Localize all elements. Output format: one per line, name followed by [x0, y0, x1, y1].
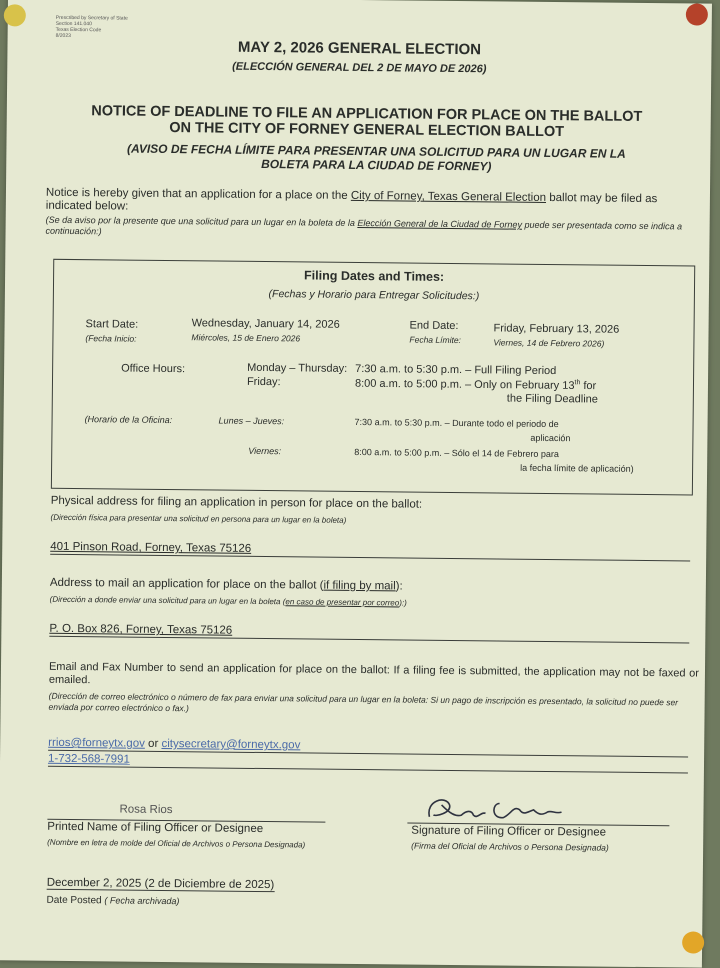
mail-address-text: P. O. Box 826, Forney, Texas 75126 [49, 622, 233, 637]
office-hours-2b: the Filing Deadline [506, 392, 599, 406]
email-or: or [144, 737, 162, 750]
mail-label-es-u: en caso de presentar por correo [285, 597, 400, 608]
email-link-1[interactable]: rrios@forneytx.gov [48, 736, 145, 750]
notice-election-name-es: Elección General de la Ciudad de Forney [357, 217, 523, 230]
filing-dates-title: Filing Dates and Times: [303, 268, 445, 284]
printed-name-label: Printed Name of Filing Officer or Designee [47, 820, 264, 836]
office-hours-label: Office Hours: [121, 362, 186, 376]
date-posted-label-text: Date Posted [46, 894, 102, 907]
end-date-value: Friday, February 13, 2026 [493, 322, 620, 336]
notice-heading-line: ON THE CITY OF FORNEY GENERAL ELECTION BALLOT [169, 120, 565, 141]
signature-label-es: (Firma del Oficial de Archivos o Persona Designada) [411, 840, 609, 853]
end-date-value-es: Viernes, 14 de Febrero 2026) [493, 337, 605, 349]
printed-name-label-es: (Nombre en letra de molde del Oficial de Archivos o Persona Designada) [47, 837, 306, 850]
date-posted-label [46, 895, 179, 907]
notice-heading-line: NOTICE OF DEADLINE TO FILE AN APPLICATION FOR PLACE ON THE BALLOT [91, 103, 643, 125]
mail-label-pre: Address to mail an application for place on the ballot ( [49, 576, 324, 592]
email-fax-label-es: (Dirección de correo electrónico o número de fax para enviar una solicitud para un lugar en la boleta: Si un pago de inscripción es presentado, la solicitud no puede ser enviada por correo electrónico o fax.) [48, 690, 679, 714]
start-date-value: Wednesday, January 14, 2026 [191, 317, 340, 331]
office-hours-label-es: (Horario de la Oficina: [84, 414, 173, 426]
office-days-2: Friday: [246, 375, 281, 389]
election-title: MAY 2, 2026 GENERAL ELECTION [237, 38, 482, 59]
date-posted-value: December 2, 2025 (2 de Diciembre de 2025) [46, 876, 275, 892]
filing-dates-title-es: (Fechas y Horario para Entregar Solicitudes:) [268, 288, 480, 303]
notice-text [46, 187, 686, 220]
start-date-label: Start Date: [85, 318, 139, 331]
mail-label-post: ): [395, 580, 403, 593]
fax-number: 1-732-568-7991 [47, 752, 130, 766]
prescribed-line: 8/2023 [55, 32, 71, 39]
notice-text-pre: Notice is hereby given that an application for a place on the [45, 186, 351, 202]
notice-text-es-pre: (Se da aviso por la presente que una solicitud para un lugar en la boleta de la [45, 214, 358, 228]
office-hours-2-sup: th [574, 379, 581, 387]
thumbtack-icon [686, 3, 708, 25]
notice-heading-es [66, 141, 686, 175]
physical-address-label-es: (Dirección física para presentar una solicitud en persona para un lugar en la boleta) [50, 512, 347, 525]
mail-label-u: if filing by mail [323, 579, 396, 593]
mail-address-label [50, 577, 403, 593]
signature-label: Signature of Filing Officer or Designee [411, 824, 607, 839]
prescribed-line: Prescribed by Secretary of State Section 141.040 [55, 14, 128, 28]
end-date-label: End Date: [409, 319, 459, 333]
notice-text-es [46, 215, 691, 244]
notice-heading-es-line: (AVISO DE FECHA LÍMITE PARA PRESENTAR UNA SOLICITUD PARA UN LUGAR EN LA [127, 141, 626, 161]
mail-label-es-post: ):) [399, 598, 407, 608]
notice-election-name: City of Forney, Texas General Election [350, 189, 547, 204]
office-hours-2-es: 8:00 a.m. to 5:00 p.m. – Sólo el 14 de Febrero para [354, 446, 559, 460]
email-link-2[interactable]: citysecretary@forneytx.gov [161, 737, 301, 752]
filing-dates-box [51, 259, 695, 496]
mail-address-label-es [50, 595, 407, 608]
office-hours-1-es: 7:30 a.m. to 5:30 p.m. – Durante todo el periodo de [354, 416, 559, 430]
office-days-1-es: Lunes – Jueves: [218, 415, 285, 427]
signature-text: Rosa Rios [415, 790, 421, 792]
office-hours-2-text: 8:00 a.m. to 5:00 p.m. – Only on February 13 [354, 377, 575, 392]
start-date-value-es: Miércoles, 15 de Enero 2026 [191, 332, 301, 344]
election-title-es: (ELECCIÓN GENERAL DEL 2 DE MAYO DE 2026) [232, 60, 487, 76]
office-days-2-es: Viernes: [248, 445, 282, 457]
end-date-label-es: Fecha Límite: [409, 334, 461, 346]
office-hours-2 [355, 377, 596, 392]
office-days-1: Monday – Thursday: [247, 361, 348, 375]
office-hours-1: 7:30 a.m. to 5:30 p.m. – Full Filing Period [355, 362, 557, 378]
mail-address-value [49, 623, 689, 644]
office-hours-2-es-b: la fecha límite de aplicación) [520, 462, 634, 474]
thumbtack-icon [4, 4, 26, 26]
prescribed-line: Texas Election Code [55, 26, 102, 34]
notice-heading [47, 103, 687, 142]
physical-address-value [50, 541, 690, 562]
date-posted-label-es: ( Fecha archivada) [104, 895, 180, 907]
office-hours-2-end: for [580, 379, 597, 393]
office-hours-1-es-b: aplicación [530, 432, 571, 444]
mail-label-es-pre: (Dirección a donde enviar una solicitud para un lugar en la boleta ( [49, 594, 286, 607]
physical-address-text: 401 Pinson Road, Forney, Texas 75126 [50, 540, 252, 555]
notice-text-post: ballot may be filed as indicated below: [45, 191, 658, 213]
thumbtack-icon [682, 931, 704, 953]
officer-printed-name: Rosa Rios [119, 803, 173, 817]
notice-text-es-post: puede ser presentada como se indica a continuación:) [45, 219, 683, 237]
notice-heading-es-line: BOLETA PARA LA CIUDAD DE FORNEY) [261, 156, 492, 174]
email-fax-label: Email and Fax Number to send an application for place on the ballot: If a filing fee is submitted, the application may not be faxed or emailed. [48, 660, 700, 687]
physical-address-label: Physical address for filing an application in person for place on the ballot: [50, 494, 423, 511]
start-date-label-es: (Fecha Inicio: [85, 333, 137, 344]
